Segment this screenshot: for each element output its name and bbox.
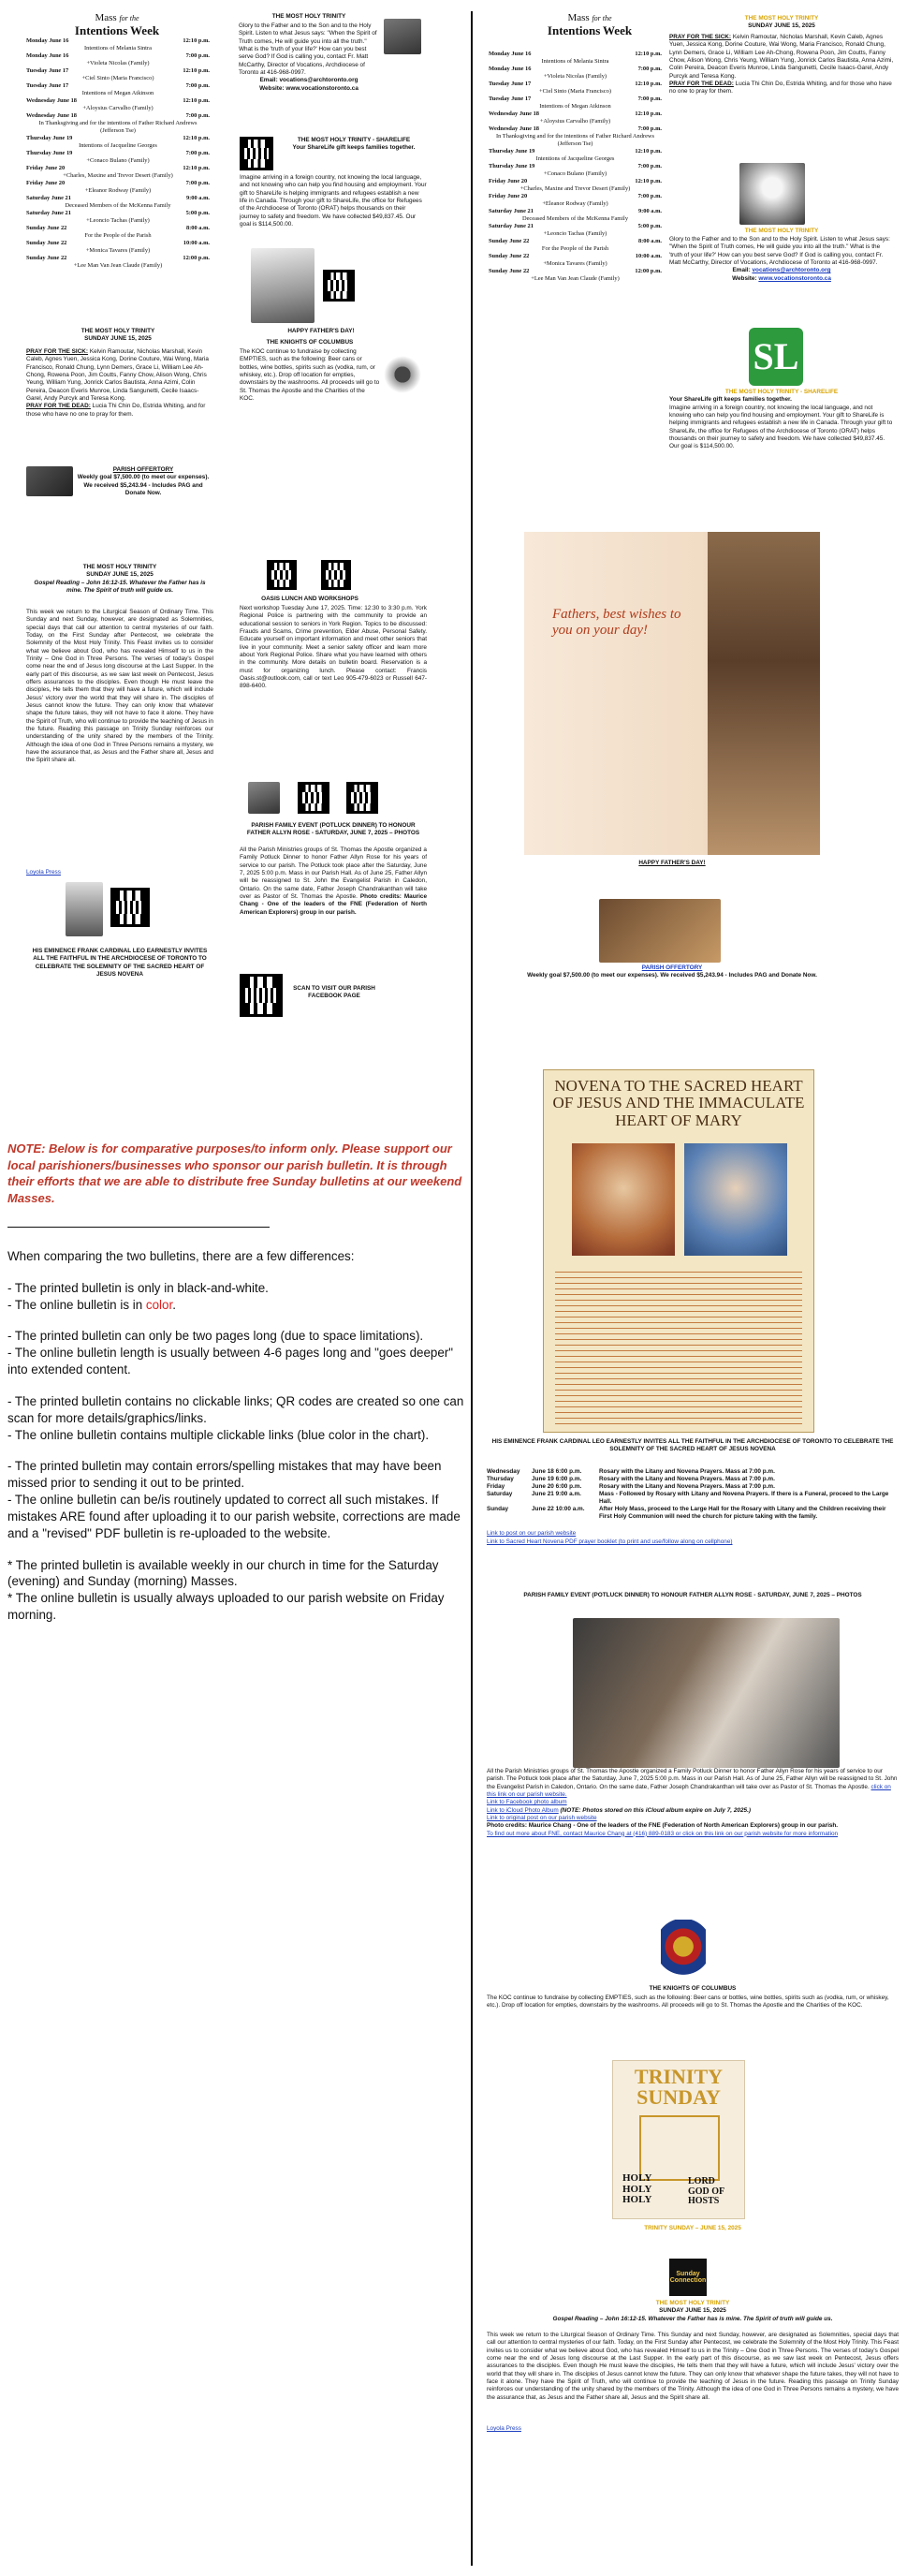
trinity-heading-right	[669, 15, 894, 31]
pray-dead-label: PRAY FOR THE DEAD:	[26, 403, 91, 410]
trinity-symbol	[639, 2115, 720, 2181]
trinity-title: THE MOST HOLY TRINITY	[80, 328, 155, 334]
schedule-day: Thursday June 19	[26, 150, 73, 156]
pray-dead-label-r: PRAY FOR THE DEAD:	[669, 80, 734, 87]
schedule-day: Friday June 20	[489, 178, 528, 184]
schedule-row	[489, 193, 662, 200]
koc-head-right: THE KNIGHTS OF COLUMBUS	[649, 1985, 737, 1992]
schedule-day: Saturday June 21	[489, 223, 534, 229]
comparison-text: * The printed bulletin is available weekly in our church in time for the Saturday (evening) and Sunday (morning) Masses.	[7, 1557, 439, 1589]
schedule-time: 5:00 p.m.	[185, 210, 210, 216]
koc-emblem-color	[661, 1920, 706, 1980]
gospel-text-right: This week we return to the Liturgical Season of Ordinary Time. This Sunday and next Sunday, however, are designated as Solemnities, special days that call our attention to central mysteries of our faith. Today, on the First Sunday after Pentecost, we celebrate the Solemnity of the Most Holy Trinity. This Feast invites us to consider what we believe about God, who has revealed Himself to us in the Trinity – One God in Three Persons. The verses of today's Gospel come near the end of Jesus long discourse at the Last Supper. In the early part of this discourse, as we saw last week on Pentecost, Jesus offers assurances to the disciples. Even though He must leave the disciples, He tells them that they will have a future, which will include Jesus' victory over the world that they will share in. The disciples of Jesus cannot know the future. They can only know that whatever shape the future takes, they will not have to face it alone. They have the Spirit of Truth, who will continue to provide the teaching of Jesus in the future. Reading this passage on Trinity Sunday reinforces our understanding of the unity shared by the members of the Trinity. Although the idea of one God in Three Persons remains a mystery, we have the assurance that, as Jesus and the Father share all, Jesus and the Spirit share all.	[487, 2332, 899, 2401]
trinity-head-r2: THE MOST HOLY TRINITY	[744, 228, 819, 234]
comparison-item	[7, 1427, 466, 1444]
website-label: Website:	[259, 84, 285, 92]
glory-text-r: Glory to the Father and to the Son and to the Holy Spirit. Listen to what Jesus says: "When the Spirit of Truth comes, He will guide you into all the truth." What is the 'truth of your life?' How can you best serve God? If God is calling you, contact Fr. Matt McCarthy, Director of Vocations, Archdiocese of Toronto at 416-968-0997.	[669, 236, 890, 266]
mast-line2: for the	[119, 14, 139, 22]
schedule-intention: +Lee Man Van Jean Claude (Family)	[531, 275, 620, 282]
mass-schedule-right	[489, 51, 662, 283]
schedule-intention: +Aloysius Carvalho (Family)	[539, 118, 611, 125]
sharelife-head-r: THE MOST HOLY TRINITY - SHARELIFE	[724, 389, 839, 395]
comparison-item	[7, 1345, 466, 1378]
schedule-intention: +Conaco Bulano (Family)	[86, 157, 150, 164]
schedule-intention: +Charles, Maxine and Trevor Desert (Family)	[519, 185, 631, 192]
schedule-time: 12:10 p.m.	[183, 165, 210, 171]
schedule-row	[26, 240, 210, 247]
sharelife-subtitle: Your ShareLife gift keeps families together.	[292, 144, 416, 152]
website-value: www.vocationstoronto.ca	[285, 84, 358, 92]
novena-schedule	[487, 1468, 899, 1521]
schedule-day: Saturday June 21	[26, 195, 71, 201]
offertory-text-r: Weekly goal $7,500.00 (to meet our expenses). We received $5,243.94 - Includes PAG and Donate Now.	[527, 972, 817, 979]
trinity-caption: TRINITY SUNDAY – JUNE 15, 2025	[644, 2225, 741, 2231]
gospel-text-left: This week we return to the Liturgical Season of Ordinary Time. This Sunday and next Sunday, however, are designated as Solemnities, special days that call our attention to central mysteries of our faith. Today, on the First Sunday after Pentecost, we celebrate the Solemnity of the Most Holy Trinity. This Feast invites us to consider what we believe about God, who has revealed Himself to us in the Trinity – One God in Three Persons. The verses of today's Gospel come near the end of Jesus long discourse at the Last Supper. In the early part of this discourse, as we saw last week on Pentecost, Jesus offers assurances to the disciples. Even though He must leave the disciples, He tells them that they will have a future, which will include Jesus' victory over the world that they will share in. The disciples of Jesus cannot know the future. They can only know that whatever shape the future takes, they will not have to face it alone. They have the Spirit of Truth, who will continue to provide the teaching of Jesus in the future. Reading this passage on Trinity Sunday reinforces our understanding of the unity shared by the members of the Trinity. Although the idea of one God in Three Persons remains a mystery, we have the assurance that, as Jesus and the Father share all, Jesus and the Spirit share all.	[26, 609, 213, 764]
schedule-day: Saturday June 21	[489, 208, 534, 214]
novena-poster-text	[555, 1267, 802, 1426]
trinity-sunday-art	[612, 2060, 745, 2219]
facebook-album-link[interactable]: Link to Facebook photo album	[487, 1799, 567, 1806]
photo-credits-right: Photo credits: Maurice Chang - One of the leaders of the FNE (Federation of North American Explorers) group in our parish.	[487, 1822, 839, 1830]
fne-link[interactable]: To find out more about FNE, contact Maurice Chang at (416) 889-0183 or click on this link on our parish website for more information	[487, 1830, 839, 1837]
sacred-heart-bw	[66, 882, 103, 936]
schedule-day: Thursday June 19	[489, 148, 535, 155]
schedule-time: 12:10 p.m.	[635, 51, 662, 57]
offertory-link[interactable]: PARISH OFFERTORY	[641, 964, 703, 971]
mast-r-line1: Mass	[567, 12, 590, 23]
comparison-text: * The online bulletin is usually always uploaded to our parish website on Friday morning.	[7, 1591, 445, 1623]
vocations-text-right	[669, 236, 894, 283]
mast-r-line2: for the	[592, 14, 612, 22]
schedule-row	[489, 163, 662, 170]
icloud-note: (NOTE: Photos stored on this iCloud album expire on July 7, 2025.)	[560, 1806, 751, 1814]
comparison-item	[7, 1280, 466, 1297]
trinity-heading-left	[26, 328, 210, 344]
schedule-intention: In Thanksgiving and for the intentions of Father Richard Andrews (Jefferson Tse)	[495, 133, 655, 147]
comparison-text: - The online bulletin contains multiple clickable links (blue color in the chart).	[7, 1427, 430, 1442]
schedule-time: 7:00 p.m.	[185, 180, 210, 186]
schedule-row	[26, 210, 210, 217]
prayer-list-left	[26, 348, 210, 419]
schedule-row	[26, 195, 210, 202]
schedule-day: Monday June 16	[489, 66, 532, 72]
novena-pdf-link[interactable]: Link to Sacred Heart Novena PDF prayer booklet (to print and use/follow along on cellphone)	[487, 1538, 733, 1545]
sunday-connection-logo: Sunday Connection	[669, 2259, 707, 2296]
schedule-day: Monday June 16	[489, 51, 532, 57]
schedule-day: Thursday June 19	[26, 135, 73, 141]
email-label-r: Email:	[732, 267, 751, 274]
facebook-qr-code[interactable]	[240, 974, 283, 1017]
schedule-time: 7:00 p.m.	[185, 150, 210, 156]
schedule-intention: +Ciel Sinto (Maria Francisco)	[539, 88, 611, 95]
schedule-intention: Intentions of Melania Sintra	[84, 45, 152, 52]
comparison-list	[7, 1248, 466, 1624]
schedule-day: Thursday June 19	[489, 163, 535, 169]
schedule-day: Tuesday June 17	[26, 82, 69, 89]
schedule-time: 12:10 p.m.	[183, 37, 210, 44]
potluck-qr-1[interactable]	[298, 782, 329, 814]
novena-cell: June 21 9:00 a.m.	[532, 1491, 581, 1497]
schedule-intention: +Monica Tavares (Family)	[543, 260, 607, 267]
fathers-day-right: HAPPY FATHER'S DAY!	[638, 860, 706, 866]
mass-schedule-left	[26, 37, 210, 270]
schedule-day: Tuesday June 17	[489, 81, 532, 87]
potluck-body: All the Parish Ministries groups of St. Thomas the Apostle organized a Family Potluck Dinner to honor Father Allyn Rose for his years of service to our parish. The Potluck took place after the Saturday, June 7, 2025 5:00 p.m. Mass in our Parish Hall. As of June 25, Father Allyn will be reassigned to St. John the Evangelist Parish in Caledon, Ontario. On the same date, Father Joseph Chandrakanthan will take over as Pastor of St. Thomas the Apostle.	[240, 846, 427, 900]
trinity-art-title: TRINITY SUNDAY	[634, 2065, 724, 2109]
schedule-row	[26, 225, 210, 232]
novena-cell: Thursday	[487, 1476, 514, 1482]
novena-cell: June 19 6:00 p.m.	[532, 1476, 582, 1482]
comparison-text: color	[145, 1297, 173, 1312]
email-value: vocations@archtoronto.org	[279, 77, 358, 84]
novena-cell: June 22 10:00 a.m.	[532, 1506, 585, 1512]
schedule-time: 8:00 a.m.	[637, 238, 662, 244]
schedule-row	[489, 238, 662, 245]
schedule-intention: Intentions of Jacqueline Georges	[535, 155, 615, 162]
schedule-day: Sunday June 22	[489, 253, 530, 259]
icloud-album-link[interactable]: Link to iCloud Photo Album	[487, 1806, 559, 1814]
prayer-list-right	[669, 34, 894, 96]
sharelife-text-left: Imagine arriving in a foreign country, not knowing the local language, and not knowing who can help you find housing and employment. Your gift to ShareLife is helping immigrants and refugees establish a new life in Canada. Through your gift to ShareLife, the office for Refugees of the Archdiocese of Toronto (ORAT) helps thousands on their journey to safety and freedom. We have collected $49,837.45. Our goal is $114,500.00.	[240, 174, 427, 228]
novena-poster	[543, 1069, 814, 1433]
potluck-body-r: All the Parish Ministries groups of St. Thomas the Apostle organized a Family Potluck Dinner to honor Father Allyn Rose for his years of service to our parish. The Potluck took place after the Saturday, June 7, 2025 5:00 p.m. Mass in our Parish Hall. As of June 25, Father Allyn will be reassigned to St. John the Evangelist Parish in Caledon, Ontario. On the same date, Father Joseph Chandrakanthan will take over as Pastor of St. Thomas the Apostle.	[487, 1768, 898, 1790]
oasis-text-left: Next workshop Tuesday June 17, 2025. Time: 12:30 to 3:30 p.m. York Regional Police is partnering with the community to provide an educational session to seniors in York Region. Topics to be discussed: Frauds and Scams, Crime prevention, Elder Abuse, Personal Safety. Educate yourself on important information and meet other seniors that live in your community. Meet a senior safety officer and learn more about York Regional Police. Share what you have learned with others in the community. More details on bulletin board. Reservation is a must for organizing lunch. Please contact: Francis Oasis.st@outlook.com, call or text Leo 905-479-6023 or Russell 647-898-6400.	[240, 605, 427, 690]
schedule-intention: +Ciel Sinto (Maria Francisco)	[81, 75, 154, 81]
novena-cell: Rosary with the Litany and Novena Prayers. Mass at 7:00 p.m.	[599, 1476, 775, 1482]
email-link[interactable]: vocations@archtoronto.org	[752, 267, 831, 274]
comparison-text: - The printed bulletin may contain errors/spelling mistakes that may have been missed prior to sending it out to be printed.	[7, 1459, 442, 1491]
novena-poster-title: NOVENA TO THE SACRED HEART OF JESUS AND THE IMMACULATE HEART OF MARY	[552, 1077, 805, 1129]
pray-sick-label: PRAY FOR THE SICK:	[26, 348, 89, 355]
gospel-date: SUNDAY JUNE 15, 2025	[86, 571, 154, 579]
sharelife-logo: SL	[749, 328, 803, 386]
schedule-time: 7:00 p.m.	[637, 96, 662, 102]
sharelife-head-left	[279, 137, 429, 153]
website-link[interactable]: www.vocationstoronto.ca	[758, 274, 831, 282]
schedule-intention: +Eleanor Rodway (Family)	[84, 187, 152, 194]
schedule-day: Sunday June 22	[489, 268, 530, 274]
schedule-time: 12:10 p.m.	[635, 148, 662, 155]
glory-text: Glory to the Father and to the Son and to the Holy Spirit. Listen to what Jesus says: "When the Spirit of Truth comes, He will guide you into all the truth." What is the 'truth of your life?' How can you best serve God? If God is calling you, contact Fr. Matt McCarthy, Director of Vocations, Archdiocese of Toronto at 416-968-0997.	[239, 22, 377, 76]
holy-holy-holy: HOLY HOLY HOLY	[622, 2172, 652, 2206]
schedule-time: 12:00 p.m.	[635, 268, 662, 274]
novena-row	[487, 1483, 899, 1491]
schedule-row	[26, 165, 210, 172]
schedule-day: Wednesday June 18	[489, 110, 539, 117]
schedule-row	[489, 178, 662, 185]
schedule-intention: +Monica Tavares (Family)	[85, 247, 151, 254]
schedule-time: 9:00 a.m.	[185, 195, 210, 201]
schedule-intention: +Lee Man Van Jean Claude (Family)	[73, 262, 163, 269]
potluck-photo-bw	[248, 782, 280, 814]
schedule-day: Friday June 20	[26, 165, 66, 171]
schedule-day: Saturday June 21	[26, 210, 71, 216]
novena-qr-code[interactable]	[110, 888, 150, 927]
schedule-intention: Deceased Members of the McKenna Family	[65, 202, 171, 209]
schedule-time: 7:00 p.m.	[185, 112, 210, 119]
novena-cell: Friday	[487, 1483, 505, 1490]
photo-credits-left: Photo credits: Maurice Chang - One of the leaders of the FNE (Federation of North American Explorers) group in our parish.	[240, 892, 428, 916]
mast-line3: Intentions	[74, 22, 128, 37]
schedule-row	[26, 37, 210, 45]
schedule-row	[26, 52, 210, 60]
masthead-left	[56, 13, 178, 37]
comparison-text: - The online bulletin is in	[7, 1297, 146, 1312]
schedule-row	[26, 97, 210, 105]
offertory-image	[26, 466, 73, 496]
sharelife-right	[669, 389, 894, 451]
novena-cell: Wednesday	[487, 1468, 520, 1475]
schedule-day: Wednesday June 18	[26, 97, 77, 104]
schedule-time: 12:10 p.m.	[635, 178, 662, 184]
schedule-intention: For the People of the Parish	[84, 232, 152, 239]
comparison-item	[7, 1557, 466, 1591]
mast-line4: Week	[130, 22, 160, 37]
gospel-ref: Gospel Reading – John 16:12-15. Whatever the Father has is mine. The Spirit of truth will guide us.	[34, 579, 206, 594]
masthead-right	[529, 13, 651, 37]
schedule-row	[489, 223, 662, 230]
schedule-day: Monday June 16	[26, 37, 69, 44]
schedule-row	[489, 208, 662, 215]
fathers-card-text: Fathers, best wishes to you on your day!	[552, 607, 681, 638]
comparison-text: - The online bulletin length is usually between 4-6 pages long and "goes deeper" into extended content.	[7, 1346, 454, 1377]
schedule-intention: +Aloysius Carvalho (Family)	[82, 105, 154, 111]
novena-invite-left: HIS EMINENCE FRANK CARDINAL LEO EARNESTLY INVITES ALL THE FAITHFUL IN THE ARCHDIOCESE OF TORONTO TO CELEBRATE THE SOLEMNITY OF THE SACRED HEART OF JESUS NOVENA	[32, 948, 208, 978]
koc-text-left: The KOC continue to fundraise by collecting EMPTIES, such as the following: Beer cans or bottles, wine bottles, spirits such as (vodka, rum, or whiskey, etc.). Drop off location for empties, downstairs by the washrooms. All proceeds will go to St. Thomas the Apostle and the Charities of the KOC.	[240, 348, 380, 402]
comparison-item	[7, 1458, 466, 1492]
schedule-time: 5:00 p.m.	[637, 223, 662, 229]
schedule-day: Sunday June 22	[26, 225, 67, 231]
trinity-title-r: THE MOST HOLY TRINITY	[744, 15, 819, 22]
sharelife-title: THE MOST HOLY TRINITY - SHARELIFE	[297, 137, 411, 143]
email-label: Email:	[259, 77, 278, 84]
novena-row	[487, 1491, 899, 1506]
schedule-day: Wednesday June 18	[26, 112, 77, 119]
potluck-text-left	[240, 846, 427, 917]
schedule-time: 12:00 p.m.	[183, 255, 210, 261]
lord-god-of-hosts: LORD GOD OF HOSTS	[688, 2176, 724, 2206]
sharelife-sub-r: Your ShareLife gift keeps families together.	[669, 396, 792, 404]
comparison-item	[7, 1590, 466, 1624]
oasis-qr-2[interactable]	[321, 560, 351, 590]
sacred-heart-jesus-image	[572, 1143, 675, 1256]
pray-dead-text-r: Lucia Thi Chin Do, Estrida Whiting, and for those who have no one to pray for them.	[669, 80, 892, 96]
gospel-head-left	[26, 564, 213, 595]
schedule-intention: Intentions of Melania Sintra	[541, 58, 609, 65]
schedule-day: Sunday June 22	[26, 255, 67, 261]
novena-cell: Sunday	[487, 1506, 509, 1512]
schedule-intention: Intentions of Megan Atkinson	[81, 90, 154, 96]
immaculate-heart-mary-image	[684, 1143, 787, 1256]
potluck-text-right	[487, 1768, 899, 1838]
schedule-time: 8:00 a.m.	[185, 225, 210, 231]
offertory-photo-color	[599, 899, 721, 963]
koc-emblem-left	[376, 348, 430, 402]
comparison-item	[7, 1328, 466, 1345]
novena-cell: After Holy Mass, proceed to the Large Hall for the Rosary with Litany and the Children receiving their First Holy Communion will need the church for picture taking with the family.	[599, 1506, 886, 1520]
potluck-head-right: PARISH FAMILY EVENT (POTLUCK DINNER) TO HONOUR FATHER ALLYN ROSE - SATURDAY, JUNE 7, 2025 – PHOTOS	[523, 1592, 862, 1598]
comparison-items	[7, 1280, 466, 1624]
schedule-intention: +Charles, Maxine and Trevor Desert (Family)	[63, 172, 173, 179]
schedule-row	[489, 125, 662, 133]
schedule-day: Monday June 16	[26, 52, 69, 59]
schedule-day: Friday June 20	[489, 193, 528, 199]
novena-cell: Mass - Followed by Rosary with Litany and Novena Prayers. If there is a Funeral, proceed to the Large Hall.	[599, 1491, 889, 1505]
koc-head-left: THE KNIGHTS OF COLUMBUS	[266, 339, 354, 346]
loyola-link-right[interactable]: Loyola Press	[487, 2425, 521, 2432]
sunday-date-r: SUNDAY JUNE 15, 2025	[748, 22, 815, 30]
loyola-link-left[interactable]: Loyola Press	[26, 869, 61, 876]
schedule-row	[489, 148, 662, 155]
fathers-day-card	[524, 532, 820, 855]
website-label-r: Website:	[732, 274, 757, 282]
schedule-time: 9:00 a.m.	[637, 208, 662, 214]
sharelife-text-r: Imagine arriving in a foreign country, not knowing the local language, and not knowing who can help you find housing and employment. Your gift to ShareLife is helping immigrants and refugees establish a new life in Canada. Through your gift to ShareLife, the office for Refugees of the Archdiocese of Toronto (ORAT) helps thousands on their journey to safety and freedom. We have collected $49,837.45. Our goal is $114,500.00.	[669, 404, 893, 450]
novena-row	[487, 1476, 899, 1483]
schedule-time: 7:00 p.m.	[185, 52, 210, 59]
comparison-item	[7, 1393, 466, 1427]
schedule-intention: Deceased Members of the McKenna Family	[521, 215, 629, 222]
schedule-intention: Intentions of Jacqueline Georges	[79, 142, 157, 149]
comparison-text: - The online bulletin can be/is routinely updated to correct all such mistakes. If mistakes ARE found after uploading it to our parish website, corrections are made and a "revised" PDF bulletin is re-uploaded to the website.	[7, 1493, 461, 1540]
comparison-text: - The printed bulletin can only be two pages long (due to space limitations).	[7, 1329, 424, 1344]
schedule-intention: +Violeta Nicolas (Family)	[86, 60, 150, 66]
gospel-head-right: THE MOST HOLY TRINITY SUNDAY JUNE 15, 2025 Gospel Reading – John 16:12-15. Whatever the Father has is mine. The Spirit of truth will guide us.	[552, 2300, 833, 2322]
column-divider	[471, 11, 473, 2566]
oasis-head-left: OASIS LUNCH AND WORKSHOPS	[261, 596, 358, 602]
vocations-text-left	[239, 22, 379, 93]
comparison-intro: When comparing the two bulletins, there are a few differences:	[7, 1249, 355, 1263]
mast-r-line3: Intentions	[547, 22, 601, 37]
schedule-intention: For the People of the Parish	[541, 245, 609, 252]
schedule-time: 12:10 p.m.	[183, 97, 210, 104]
schedule-row	[26, 82, 210, 90]
offertory-title: PARISH OFFERTORY	[112, 466, 174, 473]
novena-invite-right: HIS EMINENCE FRANK CARDINAL LEO EARNESTLY INVITES ALL THE FAITHFUL IN THE ARCHDIOCESE OF TORONTO TO CELEBRATE THE SOLEMNITY OF THE SACRED HEART OF JESUS NOVENA	[491, 1438, 894, 1453]
schedule-row	[489, 81, 662, 88]
koc-text-right: The KOC continue to fundraise by collecting EMPTIES, such as the following: Beer cans or bottles, wine bottles, spirits such as (vodka, rum, or whiskey, etc.). Drop off location for empties, downstairs by the washrooms. All proceeds will go to St. Thomas the Apostle and the Charities of the KOC.	[487, 1995, 889, 2009]
schedule-row	[26, 180, 210, 187]
scan-facebook-text: SCAN TO VISIT OUR PARISH FACEBOOK PAGE	[293, 985, 375, 1000]
schedule-day: Sunday June 22	[26, 240, 67, 246]
offertory-left	[77, 466, 210, 497]
schedule-time: 7:00 p.m.	[637, 163, 662, 169]
schedule-intention: +Conaco Bulano (Family)	[543, 170, 607, 177]
novena-post-link[interactable]: Link to post on our parish website	[487, 1530, 577, 1537]
fathers-day-left: HAPPY FATHER'S DAY!	[287, 328, 355, 334]
schedule-time: 12:10 p.m.	[183, 67, 210, 74]
schedule-intention: +Leoncio Tachas (Family)	[543, 230, 607, 237]
schedule-time: 7:00 p.m.	[637, 193, 662, 199]
potluck-photo-color	[573, 1618, 840, 1768]
vocation-photo	[384, 19, 421, 54]
schedule-row	[489, 96, 662, 103]
sunday-date: SUNDAY JUNE 15, 2025	[84, 335, 152, 343]
sharelife-qr-code[interactable]	[240, 137, 273, 170]
novena-cell: Rosary with the Litany and Novena Prayers. Mass at 7:00 p.m.	[599, 1483, 775, 1490]
schedule-row	[489, 268, 662, 275]
schedule-intention: +Leoncio Tachas (Family)	[86, 217, 150, 224]
novena-row	[487, 1468, 899, 1476]
potluck-qr-2[interactable]	[346, 782, 378, 814]
schedule-row	[26, 67, 210, 75]
novena-cell: Rosary with the Litany and Novena Prayers. Mass at 7:00 p.m.	[599, 1468, 775, 1475]
fathers-qr-code[interactable]	[323, 270, 355, 302]
schedule-row	[489, 66, 662, 73]
schedule-time: 10:00 a.m.	[183, 240, 210, 246]
vocation-photo-color	[739, 163, 805, 225]
schedule-row	[26, 135, 210, 142]
novena-cell: June 18 6:00 p.m.	[532, 1468, 582, 1475]
novena-cell: June 20 6:00 p.m.	[532, 1483, 582, 1490]
comparison-note: NOTE: Below is for comparative purposes/to inform only. Please support our local parishioners/businesses who sponsor our parish bulletin. It is through their efforts that we are able to distribute free Sunday bulletins at our weekend Masses.	[7, 1141, 462, 1205]
schedule-row	[489, 253, 662, 260]
schedule-row	[26, 112, 210, 120]
schedule-day: Tuesday June 17	[26, 67, 69, 74]
pray-dead-text: Lucia Thi Chin Do, Estrida Whiting, and for those who have no one to pray for them.	[26, 403, 206, 418]
gospel-title: THE MOST HOLY TRINITY	[82, 564, 157, 570]
oasis-qr-1[interactable]	[267, 560, 297, 590]
schedule-time: 7:00 p.m.	[637, 66, 662, 72]
schedule-day: Sunday June 22	[489, 238, 530, 244]
schedule-row	[489, 110, 662, 118]
schedule-row	[489, 51, 662, 58]
comparison-text: .	[172, 1297, 176, 1312]
schedule-day: Wednesday June 18	[489, 125, 539, 132]
novena-row	[487, 1506, 899, 1521]
fathers-day-image-bw	[251, 248, 315, 323]
schedule-time: 12:10 p.m.	[635, 110, 662, 117]
potluck-head-left: PARISH FAMILY EVENT (POTLUCK DINNER) TO HONOUR FATHER ALLYN ROSE - SATURDAY, JUNE 7, 2025 – PHOTOS	[246, 822, 420, 837]
pray-sick-label-r: PRAY FOR THE SICK:	[669, 34, 732, 40]
mast-r-line4: Week	[603, 22, 633, 37]
trinity-head-mid: THE MOST HOLY TRINITY	[271, 13, 346, 20]
potluck-click-link[interactable]: click on this link on our parish website.	[487, 1783, 891, 1798]
mast-line1: Mass	[95, 12, 117, 23]
schedule-intention: Intentions of Megan Atkinson	[539, 103, 611, 110]
father-figure	[708, 532, 820, 855]
schedule-time: 7:00 p.m.	[637, 125, 662, 132]
schedule-intention: +Violeta Nicolas (Family)	[543, 73, 607, 80]
schedule-row	[26, 255, 210, 262]
schedule-day: Friday June 20	[26, 180, 66, 186]
comparison-text: - The printed bulletin is only in black-and-white.	[7, 1280, 269, 1295]
schedule-time: 7:00 p.m.	[185, 82, 210, 89]
schedule-day: Tuesday June 17	[489, 96, 532, 102]
novena-cell: Saturday	[487, 1491, 513, 1497]
schedule-row	[26, 150, 210, 157]
schedule-time: 12:10 p.m.	[183, 135, 210, 141]
schedule-intention: +Eleanor Rodway (Family)	[542, 200, 608, 207]
offertory-right	[524, 964, 820, 980]
schedule-intention: In Thanksgiving and for the intentions of Father Richard Andrews (Jefferson Tse)	[38, 120, 197, 134]
comparison-item	[7, 1492, 466, 1541]
schedule-time: 12:10 p.m.	[635, 81, 662, 87]
comparison-text: - The printed bulletin contains no clickable links; QR codes are created so one can scan for more details/graphics/links.	[7, 1393, 464, 1425]
pray-sick-text: Kelvin Ramoutar, Nicholas Marshall, Kevin Caleb, Agnes Yuen, Jessica Kong, Dorine Couture, Wai Wong, Maria Francisco, Ronald Chung, Lynn Demers, Grace Li, William Lee Ah-Chong, Rowena Poon, Jim Coutts, Fanny Chow, Alison Wong, Chris Yeung, William Yung, Jonrick Carlos Bautista, Anna Azimi, Colin Pereira, Deacon Everis Munroe, Linda Sangunetti, Cecile Isaacs-Garel, Andy Purcyk and Teresa Kong.	[26, 348, 209, 402]
schedule-time: 10:00 a.m.	[635, 253, 662, 259]
original-post-link[interactable]: Link to original post on our parish website	[487, 1814, 597, 1821]
note-divider	[7, 1227, 270, 1228]
offertory-text: Weekly goal $7,500.00 (to meet our expenses). We received $5,243.94 - Includes PAG and Donate Now.	[77, 474, 210, 496]
pray-sick-text-r: Kelvin Ramoutar, Nicholas Marshall, Kevin Caleb, Agnes Yuen, Jessica Kong, Dorine Couture, Wai Wong, Maria Francisco, Ronald Chung, Lynn Demers, Grace Li, William Lee Ah-Chong, Rowena Poon, Jim Coutts, Fanny Chow, Alison Wong, Chris Yeung, William Yung, Jonrick Carlos Bautista, Anna Azimi, Colin Pereira, Deacon Everis Munroe, Linda Sangunetti, Cecile Isaacs-Garel, Andy Purcyk and Teresa Kong.	[669, 34, 894, 80]
comparison-item	[7, 1297, 466, 1314]
